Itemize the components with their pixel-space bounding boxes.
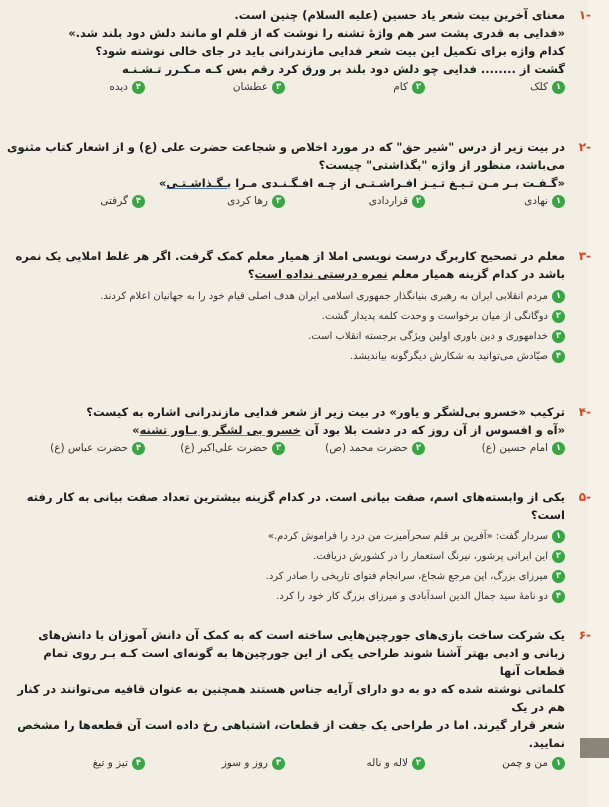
option-text: کلک <box>530 81 548 93</box>
underlined-phrase: خسرو بی لشگر و یـاور تشنه <box>139 423 301 437</box>
poem-text: » <box>132 423 140 437</box>
option-text: عطشان <box>232 81 268 93</box>
option-number-badge: ۲ <box>412 442 425 455</box>
question-stem: در بیت زیر از درس "شیر حق" که در مورد اخلاص و شجاعت حضرت علی (ع) و از اشعار کتاب مثنوی <box>7 140 565 154</box>
option-text: رها کردی <box>227 195 268 207</box>
question-stem: شعر قرار گیرند. اما در طراحی یک جفت از قطعات، اشتباهی رخ داده است آن قطعه‌ها را مشخص نمایید. <box>17 718 565 750</box>
option-number-badge: ۱ <box>552 195 565 208</box>
option-text: دیده <box>109 81 128 93</box>
options-list <box>6 527 565 606</box>
option-text: خدامهوری و دین باوری اولین ویژگی برجسته انقلاب است. <box>308 331 548 342</box>
question-3 <box>6 247 591 367</box>
question-stem: یکی از وابسته‌های اسم، صفت بیانی است. در کدام گزینه بیشترین تعداد صفت بیانی به کار رفته است؟ <box>26 490 565 522</box>
option-text: مردم انقلابی ایران به رهبری بنیانگذار جمهوری اسلامی ایران هدف اصلی قیام خود را به جهانیان اعلام کردند. <box>100 291 548 302</box>
option-4[interactable] <box>25 440 145 457</box>
option-text: این ایرانی پرشور، نیرنگ استعمار را در کشورش دریافت. <box>313 551 548 562</box>
option-number-badge: ۳ <box>272 195 285 208</box>
option-4[interactable] <box>25 79 145 96</box>
option-number-badge: ۴ <box>132 757 145 770</box>
option-text: لاله و ناله <box>366 757 408 769</box>
option-2[interactable] <box>285 755 425 772</box>
option-number-badge: ۴ <box>132 81 145 94</box>
option-4[interactable] <box>6 347 565 366</box>
stem-text: باشد در کدام گزینه همیار معلم <box>387 267 565 281</box>
question-number: -۶ <box>578 628 591 642</box>
option-text: کام <box>393 81 408 93</box>
option-number-badge: ۱ <box>552 81 565 94</box>
option-number-badge: ۳ <box>552 330 565 343</box>
options-row <box>6 440 565 457</box>
question-2 <box>6 138 591 210</box>
question-stem: یک شرکت ساخت بازی‌های جورچین‌هایی ساخته است که به کمک آن دانش آموزان با دانش‌های <box>38 628 565 642</box>
underlined-word: بـگـذاشـتـی <box>166 176 232 190</box>
option-number-badge: ۲ <box>412 81 425 94</box>
poem-text: «آه و افسوس از آن روز که در دشت بلا بود آن <box>300 423 565 437</box>
option-text: قراردادی <box>368 195 408 207</box>
option-text: حضرت محمد (ص) <box>325 442 408 454</box>
poem-text: » <box>158 176 167 190</box>
option-number-badge: ۳ <box>272 757 285 770</box>
question-stem: زبانی و ادبی بهتر آشنا شوند طراحی یکی از این جورچین‌ها به گونه‌ای است کـه بـر روی تمام قطعات آنها <box>43 646 565 678</box>
option-number-badge: ۴ <box>552 350 565 363</box>
option-3[interactable] <box>145 755 285 772</box>
option-4[interactable] <box>25 193 145 210</box>
option-1[interactable] <box>6 287 565 306</box>
option-number-badge: ۲ <box>412 195 425 208</box>
option-text: حضرت علی‌اکبر (ع) <box>180 442 268 454</box>
question-5 <box>6 488 591 607</box>
option-number-badge: ۲ <box>552 550 565 563</box>
question-quote: «فدایی به قدری پشت سر هم واژهٔ تشنه را نوشت که از قلم او مانند دلش دود بلند شد.» <box>68 26 565 40</box>
question-number: -۴ <box>578 405 591 419</box>
option-1[interactable] <box>425 79 565 96</box>
option-4[interactable] <box>6 587 565 606</box>
option-number-badge: ۲ <box>552 310 565 323</box>
options-row <box>6 755 565 772</box>
option-2[interactable] <box>6 547 565 566</box>
option-text: سردار گفت: «آفرین بر قلم سحرآمیزت من درد را فراموش کردم.» <box>267 531 548 542</box>
option-3[interactable] <box>145 193 285 210</box>
option-number-badge: ۳ <box>272 442 285 455</box>
option-text: دو نامهٔ سید جمال الدین اسدآبادی و میرزای بزرگ کار خود را کرد. <box>276 591 548 602</box>
question-1 <box>6 6 591 96</box>
options-row <box>6 79 565 96</box>
question-4 <box>6 403 591 457</box>
option-number-badge: ۱ <box>552 442 565 455</box>
poem-line <box>6 421 565 439</box>
option-number-badge: ۱ <box>552 757 565 770</box>
option-3[interactable] <box>6 567 565 586</box>
option-2[interactable] <box>285 79 425 96</box>
option-text: میرزای بزرگ، این مرجع شجاع، سرانجام فتوای تاریخی را صادر کرد. <box>265 571 548 582</box>
option-text: روز و سوز <box>221 757 268 769</box>
option-text: حضرت عباس (ع) <box>50 442 128 454</box>
option-3[interactable] <box>6 327 565 346</box>
option-1[interactable] <box>425 193 565 210</box>
option-1[interactable] <box>6 527 565 546</box>
options-row <box>6 193 565 210</box>
option-number-badge: ۳ <box>272 81 285 94</box>
option-3[interactable] <box>145 79 285 96</box>
option-2[interactable] <box>6 307 565 326</box>
option-number-badge: ۱ <box>552 290 565 303</box>
option-2[interactable] <box>285 440 425 457</box>
option-text: تیز و تیغ <box>92 757 128 769</box>
option-text: من و چمن <box>502 757 548 769</box>
option-number-badge: ۴ <box>132 442 145 455</box>
stem-text: ؟ <box>247 267 255 281</box>
question-6 <box>6 626 591 772</box>
question-stem: ترکیب «خسرو بی‌لشگر و یاور» در بیت زیر از شعر فدایی مازندرانی اشاره به کیست؟ <box>86 405 565 419</box>
option-text: صیّادش می‌توانید به شکارش دیگرگونه بیاندیشد. <box>349 351 548 362</box>
question-stem: معلم در تصحیح کاربرگ درست نویسی املا از همیار معلم کمک گرفت. اگر هر غلط املایی یک نمره <box>15 249 565 263</box>
poem-line <box>6 174 565 192</box>
option-number-badge: ۴ <box>132 195 145 208</box>
question-stem <box>6 265 565 283</box>
options-list <box>6 287 565 366</box>
question-stem: کلماتی نوشته شده که دو به دو دارای آرایه جناس هستند همچنین به عنوان قافیه می‌توانند در کنار هم در یک <box>17 682 565 714</box>
question-number: -۱ <box>578 8 591 22</box>
option-text: امام حسین (ع) <box>481 442 548 454</box>
poem-line: گشت از ........ فدایی چو دلش دود بلند بر ورق کرد رقم بس کـه مـکـرر تـشـنـه <box>122 62 565 76</box>
option-number-badge: ۱ <box>552 530 565 543</box>
question-stem: می‌باشد، منظور از واژه "بگذاشتی" چیست؟ <box>318 158 565 172</box>
question-quote: کدام واژه برای تکمیل این بیت شعر فدایی مازندرانی باید در جای خالی نوشته شود؟ <box>95 44 565 58</box>
poem-text: «گـفـت بـر مـن تـیـغ تـیـز افـراشـتـی از چـه افـگـنـدی مـرا <box>231 176 565 190</box>
option-1[interactable] <box>425 440 565 457</box>
option-text: گرفتی <box>100 195 128 207</box>
option-4[interactable] <box>25 755 145 772</box>
question-number: -۵ <box>578 490 591 504</box>
option-1[interactable] <box>425 755 565 772</box>
option-number-badge: ۲ <box>412 757 425 770</box>
question-number: -۳ <box>578 249 591 263</box>
option-number-badge: ۳ <box>552 570 565 583</box>
question-stem: معنای آخرین بیت شعر یاد حسین (علیه السلام) چنین است. <box>234 8 565 22</box>
option-3[interactable] <box>145 440 285 457</box>
option-2[interactable] <box>285 193 425 210</box>
option-number-badge: ۴ <box>552 590 565 603</box>
option-text: دوگانگی از میان برخواست و وحدت کلمه پدیدار گشت. <box>321 311 548 322</box>
page-gutter <box>588 0 609 807</box>
question-number: -۲ <box>578 140 591 154</box>
option-text: نهادی <box>524 195 548 207</box>
underlined-phrase: نمره درستی نداده است <box>254 267 388 281</box>
